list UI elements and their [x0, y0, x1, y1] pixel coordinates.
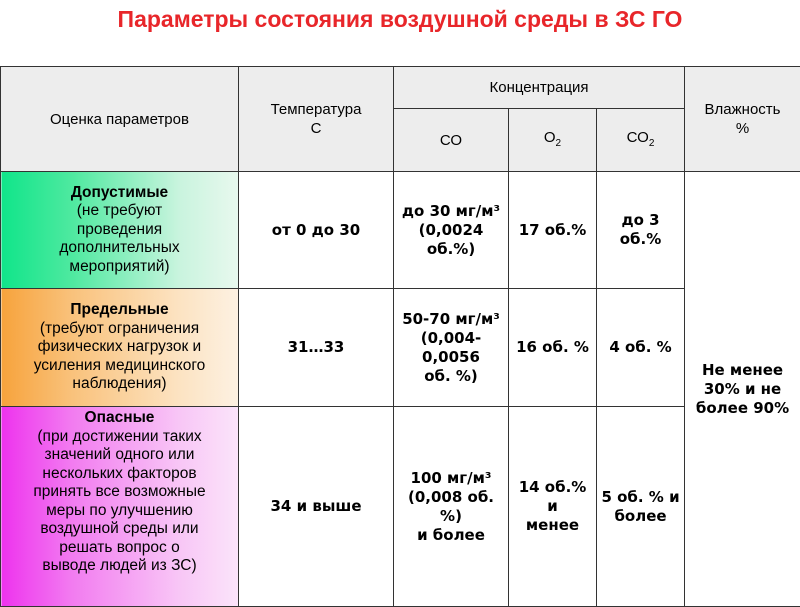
header-concentration: Концентрация	[394, 67, 685, 109]
co2-cell: 4 об. %	[597, 289, 685, 407]
row-name: Допустимые	[4, 184, 235, 203]
air-parameters-table	[0, 66, 800, 607]
row-name: Опасные	[4, 409, 235, 428]
co-cell: 50-70 мг/м³ (0,004-0,0056 об. %)	[394, 289, 509, 407]
header-temperature: Температура С	[239, 67, 394, 172]
temperature-cell: от 0 до 30	[239, 172, 394, 289]
o2-cell: 17 об.%	[509, 172, 597, 289]
row-label-permissible	[1, 172, 239, 289]
page-title: Параметры состояния воздушной среды в ЗС ГО	[0, 6, 800, 33]
header-co2	[597, 109, 685, 172]
row-description: (при достижении таких значений одного или нескольких факторов принять все возможные меры по улучшению воздушной среды или решать вопрос о выводе людей из ЗС)	[4, 428, 235, 576]
temperature-cell: 34 и выше	[239, 407, 394, 607]
o2-cell: 16 об. %	[509, 289, 597, 407]
row-label-limit	[1, 289, 239, 407]
header-humidity: Влажность %	[685, 67, 800, 172]
header-assessment: Оценка параметров	[1, 67, 239, 172]
row-description: (требуют ограничения физических нагрузок и усиления медицинского наблюдения)	[4, 320, 235, 394]
header-co2-sub: 2	[649, 138, 655, 149]
header-o2-base: О	[544, 129, 556, 146]
row-name: Предельные	[4, 301, 235, 320]
header-o2	[509, 109, 597, 172]
row-description: (не требуют проведения дополнительных мероприятий)	[4, 202, 235, 276]
humidity-cell: Не менее 30% и не более 90%	[685, 172, 800, 607]
table-row	[1, 172, 800, 289]
co2-cell: до 3 об.%	[597, 172, 685, 289]
o2-cell: 14 об.% и менее	[509, 407, 597, 607]
header-o2-sub: 2	[556, 138, 562, 149]
co-cell: до 30 мг/м³ (0,0024 об.%)	[394, 172, 509, 289]
table-row	[1, 289, 800, 407]
header-co: СО	[394, 109, 509, 172]
temperature-cell: 31…33	[239, 289, 394, 407]
table-row	[1, 407, 800, 607]
co2-cell: 5 об. % и более	[597, 407, 685, 607]
row-label-dangerous	[1, 407, 239, 607]
header-co2-base: СО	[627, 129, 649, 146]
co-cell: 100 мг/м³ (0,008 об. %) и более	[394, 407, 509, 607]
